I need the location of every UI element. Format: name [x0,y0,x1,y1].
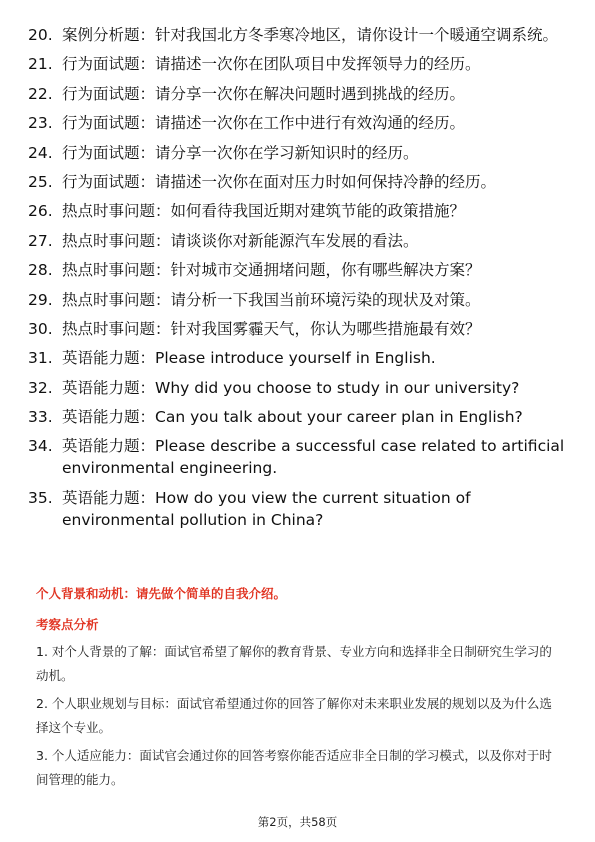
sub-heading: 考察点分析 [36,617,99,632]
question-number: 24. [28,143,53,162]
question-number: 34. [28,437,53,456]
analysis-item: 2. 个人职业规划与目标：面试官希望通过你的回答了解你对未来职业发展的规划以及为什么选择这个专业。 [36,696,552,735]
question-number: 33. [28,408,53,427]
question-text: 热点时事问题：如何看待我国近期对建筑节能的政策措施？ [62,202,466,221]
question-number: 20. [28,26,53,44]
question-list [28,24,568,538]
list-item [28,406,568,428]
list-item [28,377,568,399]
list-item [28,171,568,193]
question-text: 英语能力题：How do you view the current situation of environmental pollution in China? [62,488,471,529]
question-number: 26. [28,202,53,221]
question-text: 热点时事问题：针对城市交通拥堵问题，你有哪些解决方案？ [62,261,481,280]
analysis-item: 3. 个人适应能力：面试官会通过你的回答考察你能否适应非全日制的学习模式，以及你对于时间管理的能力。 [36,748,552,787]
list-item [28,435,568,479]
question-number: 28. [28,261,53,280]
question-text: 英语能力题：Why did you choose to study in our university? [62,378,520,397]
list-item [28,112,568,134]
question-number: 21. [28,55,53,74]
question-number: 32. [28,378,53,397]
page-footer: 第2页，共58页 [257,815,338,829]
list-item [28,200,568,222]
list-item [28,53,568,75]
question-text: 英语能力题：Please describe a successful case related to artificial environmental engineering. [62,437,565,478]
analysis-item: 1. 对个人背景的了解：面试官希望了解你的教育背景、专业方向和选择非全日制研究生学习的动机。 [36,644,552,683]
list-item [28,230,568,252]
question-text: 热点时事问题：请分析一下我国当前环境污染的现状及对策。 [62,290,481,309]
question-number: 25. [28,172,53,191]
question-number: 29. [28,290,53,309]
question-number: 35. [28,488,53,507]
question-text: 行为面试题：请描述一次你在面对压力时如何保持冷静的经历。 [62,172,497,191]
list-item [28,289,568,311]
list-item [28,83,568,105]
list-item [28,259,568,281]
question-number: 23. [28,114,53,133]
question-text: 行为面试题：请描述一次你在工作中进行有效沟通的经历。 [62,114,466,133]
question-text: 英语能力题：Can you talk about your career plan in English? [62,408,523,427]
question-text: 热点时事问题：请谈谈你对新能源汽车发展的看法。 [62,231,419,250]
list-item [28,318,568,340]
question-text: 热点时事问题：针对我国雾霾天气，你认为哪些措施最有效？ [62,319,481,338]
question-text: 行为面试题：请分享一次你在学习新知识时的经历。 [62,143,419,162]
section-heading: 个人背景和动机：请先做个简单的自我介绍。 [36,586,287,601]
question-number: 30. [28,319,53,338]
question-text: 行为面试题：请分享一次你在解决问题时遇到挑战的经历。 [62,84,466,103]
question-number: 31. [28,349,53,368]
question-text: 英语能力题：Please introduce yourself in English. [62,349,436,368]
question-text: 行为面试题：请描述一次你在团队项目中发挥领导力的经历。 [62,55,481,74]
list-item [28,142,568,164]
analysis-list [36,640,564,796]
question-text: 案例分析题：针对我国北方冬季寒冷地区，请你设计一个暖通空调系统。 [62,26,559,44]
question-number: 22. [28,84,53,103]
question-number: 27. [28,231,53,250]
list-item [28,347,568,369]
list-item [28,487,568,531]
list-item [28,24,568,46]
